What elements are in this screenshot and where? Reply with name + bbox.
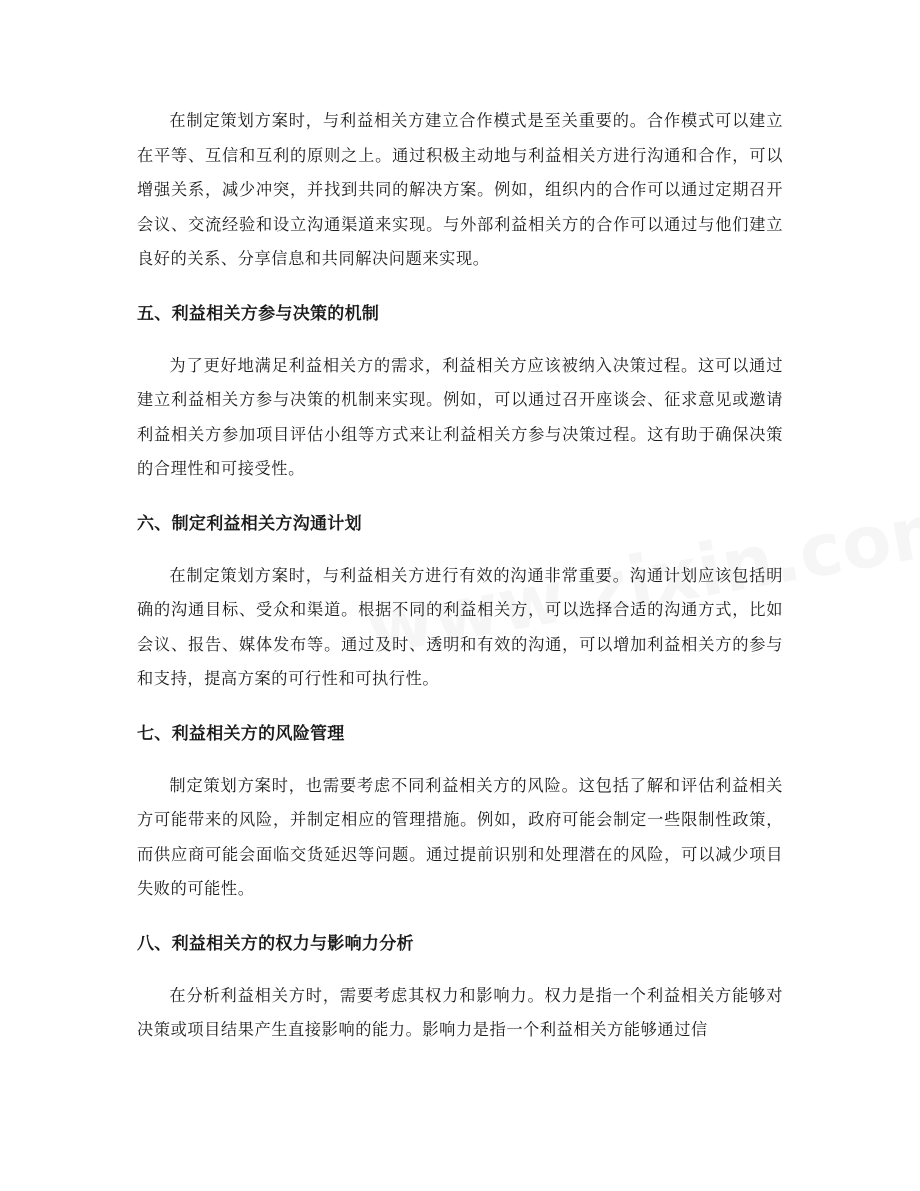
document-body	[137, 104, 783, 1048]
paragraph-section-8: 在分析利益相关方时，需要考虑其权力和影响力。权力是指一个利益相关方能够对决策或项目结果产生直接影响的能力。影响力是指一个利益相关方能够通过信	[137, 985, 783, 1039]
section-heading-7: 七、利益相关方的风险管理	[137, 723, 345, 744]
section-heading-5: 五、利益相关方参与决策的机制	[137, 303, 380, 324]
paragraph-intro: 在制定策划方案时，与利益相关方建立合作模式是至关重要的。合作模式可以建立在平等、互信和互利的原则之上。通过积极主动地与利益相关方进行沟通和合作，可以增强关系，减少冲突，并找到共同的解决方案。例如，组织内的合作可以通过定期召开会议、交流经验和设立沟通渠道来实现。与外部利益相关方的合作可以通过与他们建立良好的关系、分享信息和共同解决问题来实现。	[137, 111, 783, 268]
section-heading-8: 八、利益相关方的权力与影响力分析	[137, 933, 414, 954]
paragraph-section-6: 在制定策划方案时，与利益相关方进行有效的沟通非常重要。沟通计划应该包括明确的沟通目标、受众和渠道。根据不同的利益相关方，可以选择合适的沟通方式，比如会议、报告、媒体发布等。通过及时、透明和有效的沟通，可以增加利益相关方的参与和支持，提高方案的可行性和可执行性。	[137, 565, 783, 688]
paragraph-section-7: 制定策划方案时，也需要考虑不同利益相关方的风险。这包括了解和评估利益相关方可能带来的风险，并制定相应的管理措施。例如，政府可能会制定一些限制性政策，而供应商可能会面临交货延迟等问题。通过提前识别和处理潜在的风险，可以减少项目失败的可能性。	[137, 775, 783, 898]
section-heading-6: 六、制定利益相关方沟通计划	[137, 513, 362, 534]
paragraph-section-5: 为了更好地满足利益相关方的需求，利益相关方应该被纳入决策过程。这可以通过建立利益相关方参与决策的机制来实现。例如，可以通过召开座谈会、征求意见或邀请利益相关方参加项目评估小组等方式来让利益相关方参与决策过程。这有助于确保决策的合理性和可接受性。	[137, 355, 783, 478]
